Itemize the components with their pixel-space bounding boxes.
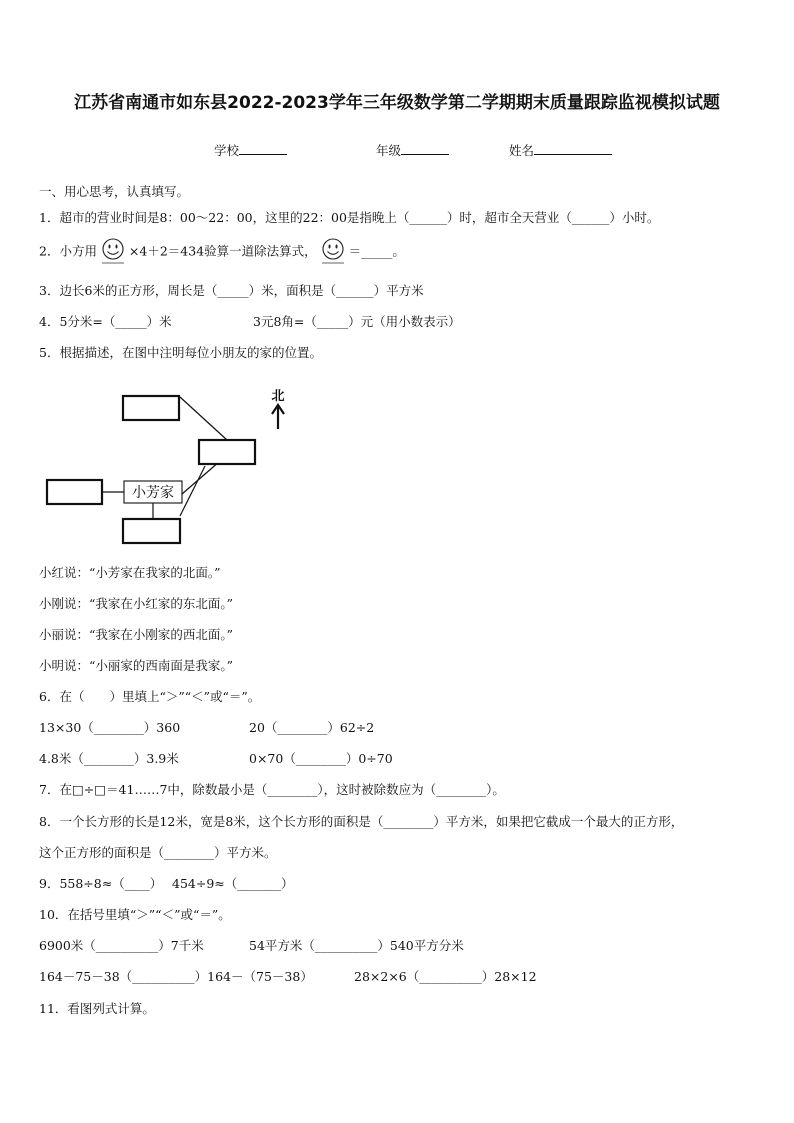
name-blank[interactable] — [534, 142, 612, 155]
house-box-left[interactable] — [47, 480, 102, 504]
question-6-item: 0×70（________）0÷70 — [249, 751, 393, 766]
question-2-part-b: ×4＋2＝434验算一道除法算式， — [128, 243, 317, 259]
school-blank[interactable] — [239, 142, 287, 155]
question-6-item: 4.8米（________）3.9米 — [39, 751, 179, 766]
question-9-part-b: 454÷9≈（_______） — [172, 876, 294, 891]
question-2 — [39, 238, 405, 266]
xiaofang-house-label: 小芳家 — [132, 485, 174, 501]
north-label: 北 — [271, 389, 285, 404]
smiley-face-icon — [321, 237, 345, 265]
question-8-line-1: 8．一个长方形的长是12米，宽是8米，这个长方形的面积是（________）平方米，如果把它截成一个最大的正方形， — [39, 814, 684, 829]
statement-xiaogang: 小刚说：“我家在小红家的东北面。” — [39, 596, 234, 611]
question-10-item: 164－75－38（__________）164－（75－38） — [39, 969, 313, 984]
question-2-part-a: 2．小方用 — [39, 243, 97, 259]
question-4-part-b: 3元8角=（_____）元（用小数表示） — [253, 314, 461, 329]
grade-field — [376, 141, 449, 159]
question-5: 5．根据描述，在图中注明每位小朋友的家的位置。 — [39, 345, 322, 360]
connector-line — [180, 466, 205, 516]
statement-xiaoli: 小丽说：“我家在小刚家的西北面。” — [39, 627, 234, 642]
question-7: 7．在□÷□＝41……7中，除数最小是（________），这时被除数应为（________）。 — [39, 782, 505, 797]
statement-xiaoming: 小明说：“小丽家的西南面是我家。” — [39, 658, 234, 673]
grade-label: 年级 — [376, 143, 402, 158]
house-box-bottom[interactable] — [123, 519, 180, 543]
statement-xiaohong: 小红说：“小芳家在我家的北面。” — [39, 565, 221, 580]
school-field — [214, 141, 287, 159]
house-box-right[interactable] — [199, 440, 255, 464]
question-4-part-a: 4．5分米=（_____）米 — [39, 314, 172, 329]
house-position-diagram — [40, 384, 300, 549]
north-arrow-icon — [272, 405, 284, 429]
page-title: 江苏省南通市如东县2022-2023学年三年级数学第二学期期末质量跟踪监视模拟试题 — [74, 93, 720, 113]
question-11: 11．看图列式计算。 — [39, 1001, 155, 1016]
question-6-item: 13×30（________）360 — [39, 720, 181, 735]
name-field — [509, 141, 612, 159]
question-3: 3．边长6米的正方形，周长是（_____）米，面积是（______）平方米 — [39, 283, 424, 298]
question-10: 10．在括号里填“＞”“＜”或“＝”。 — [39, 907, 231, 922]
section-heading: 一、用心思考，认真填写。 — [39, 184, 190, 199]
question-6: 6．在（ ）里填上“＞”“＜”或“＝”。 — [39, 689, 261, 704]
question-6-item: 20（________）62÷2 — [249, 720, 375, 735]
school-label: 学校 — [214, 143, 240, 158]
grade-blank[interactable] — [401, 142, 449, 155]
question-9-part-a: 9．558÷8≈（____） — [39, 876, 163, 891]
question-2-part-c: ＝_____。 — [348, 243, 405, 259]
name-label: 姓名 — [509, 143, 535, 158]
question-1: 1．超市的营业时间是8：00～22：00，这里的22：00是指晚上（______）时，超市全天营业（______）小时。 — [39, 210, 660, 225]
question-8-line-2: 这个正方形的面积是（________）平方米。 — [39, 845, 277, 860]
connector-line — [180, 397, 227, 440]
question-10-item: 6900米（__________）7千米 — [39, 938, 204, 953]
question-10-item: 54平方米（__________）540平方分米 — [249, 938, 464, 953]
question-10-item: 28×2×6（__________）28×12 — [354, 969, 537, 984]
smiley-face-icon — [101, 237, 125, 265]
house-box-top[interactable] — [123, 396, 179, 420]
